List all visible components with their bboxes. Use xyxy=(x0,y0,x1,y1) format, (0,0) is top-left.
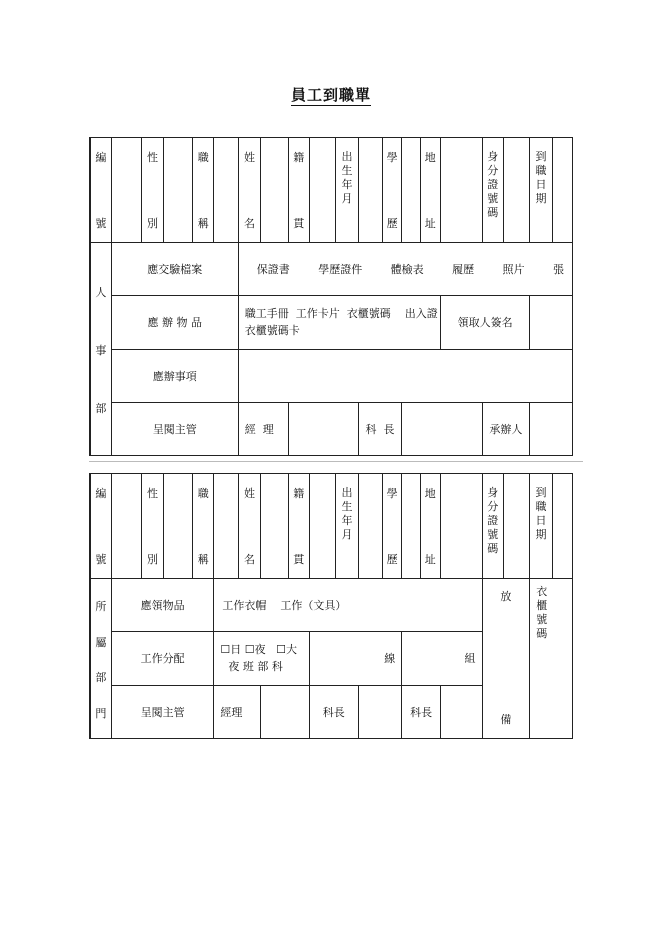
header-input-cell[interactable] xyxy=(163,138,192,243)
dept-char: 人 xyxy=(95,286,107,299)
manager-label: 經理 xyxy=(214,685,261,738)
matters-label: 應辦事項 xyxy=(111,349,238,402)
header-char: 姓 xyxy=(243,151,255,164)
files-label: 應交驗檔案 xyxy=(111,243,238,296)
matters-row xyxy=(90,349,573,402)
chief2-field[interactable] xyxy=(440,685,482,738)
onboarding-form-dept xyxy=(89,473,573,739)
header-char: 歷 xyxy=(386,552,398,566)
header-char: 出 xyxy=(341,150,353,163)
header-input-cell[interactable] xyxy=(358,474,382,579)
header-label-stack xyxy=(530,138,551,242)
header-char: 籍 xyxy=(293,151,305,164)
shift-dept-text: 夜 班 部 科 xyxy=(228,660,283,674)
dept-char: 部 xyxy=(95,671,107,685)
handle-items-line2: 衣櫃號碼卡 xyxy=(244,324,300,338)
locker-char: 櫃 xyxy=(536,599,548,612)
header-input-cell[interactable] xyxy=(503,138,529,243)
header-label-cell xyxy=(383,474,402,579)
item-health-check: 體檢表 xyxy=(390,263,424,277)
header-input-cell[interactable] xyxy=(440,138,482,243)
header-label-cell xyxy=(193,138,214,243)
header-label-cell xyxy=(336,474,358,579)
locker-char: 碼 xyxy=(536,627,548,640)
dept-char: 門 xyxy=(95,706,107,720)
header-char: 年 xyxy=(341,514,353,527)
header-label-stack xyxy=(193,138,213,242)
header-char: 歷 xyxy=(386,216,398,230)
handle-items-value xyxy=(238,296,440,349)
item-photo: 照片 xyxy=(502,263,525,277)
header-char: 職 xyxy=(197,487,209,500)
assignment-options[interactable] xyxy=(214,632,309,685)
header-char: 碼 xyxy=(487,542,499,555)
onboarding-form-hr xyxy=(89,137,573,456)
header-input-cell[interactable] xyxy=(552,138,572,243)
header-char: 性 xyxy=(146,151,158,164)
line-label: 線 xyxy=(384,652,396,666)
header-char: 名 xyxy=(243,216,255,230)
header-char: 生 xyxy=(341,500,353,513)
section-divider xyxy=(89,461,583,462)
header-char: 生 xyxy=(341,164,353,177)
header-char: 日 xyxy=(535,178,547,191)
header-char: 學 xyxy=(386,151,398,164)
header-char: 到 xyxy=(535,150,547,163)
header-char: 號 xyxy=(487,192,499,205)
header-label-stack xyxy=(483,138,503,242)
header-char: 期 xyxy=(535,192,547,205)
receiver-signature-field[interactable] xyxy=(530,296,573,349)
remarks-top: 放 xyxy=(500,590,512,603)
manager-field[interactable] xyxy=(288,402,358,455)
header-char: 貫 xyxy=(293,216,305,230)
header-char: 別 xyxy=(146,216,158,230)
chief1-label: 科長 xyxy=(309,685,358,738)
handler-label: 承辦人 xyxy=(482,402,530,455)
header-input-cell[interactable] xyxy=(402,474,420,579)
item-photo-count: 張 xyxy=(552,263,564,277)
header-char: 分 xyxy=(487,500,499,513)
header-input-cell[interactable] xyxy=(552,474,572,579)
item-guarantee: 保證書 xyxy=(256,263,290,277)
header-input-cell[interactable] xyxy=(111,138,141,243)
locker-char: 衣 xyxy=(536,585,548,598)
header-char: 日 xyxy=(535,514,547,527)
header-char: 址 xyxy=(424,216,436,230)
group-field[interactable] xyxy=(402,632,482,685)
group-label: 組 xyxy=(464,652,476,666)
dept-char: 屬 xyxy=(95,635,107,649)
remarks-bottom: 備 xyxy=(500,712,512,726)
supervisor-label: 呈閱主管 xyxy=(111,402,238,455)
header-char: 姓 xyxy=(243,487,255,500)
dept-label-hr xyxy=(90,243,111,456)
header-label-cell xyxy=(142,138,163,243)
header-label-stack xyxy=(239,474,260,578)
received-items-label: 應領物品 xyxy=(111,579,214,632)
header-input-cell[interactable] xyxy=(111,474,141,579)
header-label-cell xyxy=(420,138,440,243)
handler-field[interactable] xyxy=(530,402,573,455)
header-char: 別 xyxy=(146,552,158,566)
header-char: 證 xyxy=(487,514,499,527)
chief2-label: 科長 xyxy=(402,685,441,738)
handle-items-row xyxy=(90,296,573,349)
header-char: 稱 xyxy=(197,552,209,566)
header-label-cell xyxy=(238,474,260,579)
header-row xyxy=(90,474,573,579)
header-label-stack xyxy=(142,474,162,578)
header-label-stack xyxy=(91,138,111,242)
header-label-cell xyxy=(238,138,260,243)
header-char: 月 xyxy=(341,192,353,205)
header-char: 身 xyxy=(487,150,499,163)
files-items xyxy=(238,243,572,296)
header-label-cell xyxy=(142,474,163,579)
header-label-stack xyxy=(530,474,551,578)
header-char: 號 xyxy=(95,552,107,566)
header-char: 職 xyxy=(535,500,547,513)
header-label-stack xyxy=(383,474,401,578)
header-char: 址 xyxy=(424,552,436,566)
header-char: 名 xyxy=(243,552,255,566)
header-label-stack xyxy=(421,474,440,578)
locker-char: 號 xyxy=(536,613,548,626)
header-char: 籍 xyxy=(293,487,305,500)
chief1-field[interactable] xyxy=(358,685,402,738)
item-resume: 履歷 xyxy=(452,263,475,277)
item-diploma: 學歷證件 xyxy=(318,263,363,277)
header-char: 地 xyxy=(424,151,436,164)
header-char: 出 xyxy=(341,486,353,499)
header-label-cell xyxy=(336,138,358,243)
header-label-stack xyxy=(383,138,401,242)
handle-items-label: 應 辦 物 品 xyxy=(111,296,238,349)
header-label-cell xyxy=(383,138,402,243)
header-input-cell[interactable] xyxy=(309,474,335,579)
header-input-cell[interactable] xyxy=(163,474,192,579)
dept-label-own xyxy=(90,579,111,739)
header-input-cell[interactable] xyxy=(358,138,382,243)
matters-field[interactable] xyxy=(238,349,572,402)
header-char: 編 xyxy=(95,151,107,164)
header-label-stack xyxy=(239,138,260,242)
header-label-stack xyxy=(91,474,111,578)
header-input-cell[interactable] xyxy=(440,474,482,579)
form-title-text: 員工到職單 xyxy=(290,86,371,104)
header-input-cell[interactable] xyxy=(261,138,288,243)
header-label-cell xyxy=(193,474,214,579)
header-char: 證 xyxy=(487,178,499,191)
files-row xyxy=(90,243,573,296)
header-input-cell[interactable] xyxy=(503,474,529,579)
header-char: 年 xyxy=(341,178,353,191)
header-input-cell[interactable] xyxy=(214,474,238,579)
header-label-cell xyxy=(482,474,503,579)
header-label-stack xyxy=(193,474,213,578)
supervisor-row-hr xyxy=(90,402,573,455)
dept-char: 部 xyxy=(95,401,107,415)
supervisor-label: 呈閱主管 xyxy=(111,685,214,738)
header-row xyxy=(90,138,573,243)
header-label-stack xyxy=(289,138,309,242)
header-label-cell xyxy=(482,138,503,243)
section-chief-label: 科 長 xyxy=(358,402,402,455)
header-char: 號 xyxy=(95,216,107,230)
header-char: 職 xyxy=(197,151,209,164)
header-label-stack xyxy=(483,474,503,578)
header-label-cell xyxy=(530,138,552,243)
shift-checkboxes[interactable]: ☐日 ☐夜 ☐大 xyxy=(220,643,297,657)
manager-label: 經 理 xyxy=(238,402,288,455)
header-label-cell xyxy=(288,138,309,243)
section-chief-field[interactable] xyxy=(402,402,482,455)
receiver-label: 領取人簽名 xyxy=(440,296,529,349)
header-label-stack xyxy=(421,138,440,242)
header-label-stack xyxy=(289,474,309,578)
header-input-cell[interactable] xyxy=(309,138,335,243)
locker-number-cell[interactable] xyxy=(530,579,573,739)
dept-char: 事 xyxy=(95,343,107,357)
handle-items-line1: 職工手冊 工作卡片 衣櫃號碼 出入證 xyxy=(244,307,438,321)
manager-field[interactable] xyxy=(261,685,310,738)
received-items-value: 工作衣帽 工作（文具） xyxy=(214,579,482,632)
header-label-cell xyxy=(530,474,552,579)
header-label-cell xyxy=(90,474,111,579)
header-label-cell xyxy=(288,474,309,579)
header-input-cell[interactable] xyxy=(402,138,420,243)
received-items-row xyxy=(90,579,573,632)
header-char: 分 xyxy=(487,164,499,177)
header-label-stack xyxy=(336,474,357,578)
remarks-cell[interactable] xyxy=(482,579,530,739)
header-char: 地 xyxy=(424,487,436,500)
assignment-label: 工作分配 xyxy=(111,632,214,685)
header-char: 號 xyxy=(487,528,499,541)
header-char: 職 xyxy=(535,164,547,177)
header-input-cell[interactable] xyxy=(214,138,238,243)
header-label-cell xyxy=(90,138,111,243)
header-label-stack xyxy=(142,138,162,242)
dept-char: 所 xyxy=(95,600,107,613)
header-char: 學 xyxy=(386,487,398,500)
header-char: 身 xyxy=(487,486,499,499)
header-char: 碼 xyxy=(487,206,499,219)
line-field[interactable] xyxy=(309,632,401,685)
header-char: 稱 xyxy=(197,216,209,230)
header-char: 月 xyxy=(341,528,353,541)
header-char: 期 xyxy=(535,528,547,541)
header-input-cell[interactable] xyxy=(261,474,288,579)
header-char: 編 xyxy=(95,487,107,500)
header-char: 到 xyxy=(535,486,547,499)
header-char: 貫 xyxy=(293,552,305,566)
header-char: 性 xyxy=(146,487,158,500)
header-label-cell xyxy=(420,474,440,579)
header-label-stack xyxy=(336,138,357,242)
form-title xyxy=(0,84,662,105)
